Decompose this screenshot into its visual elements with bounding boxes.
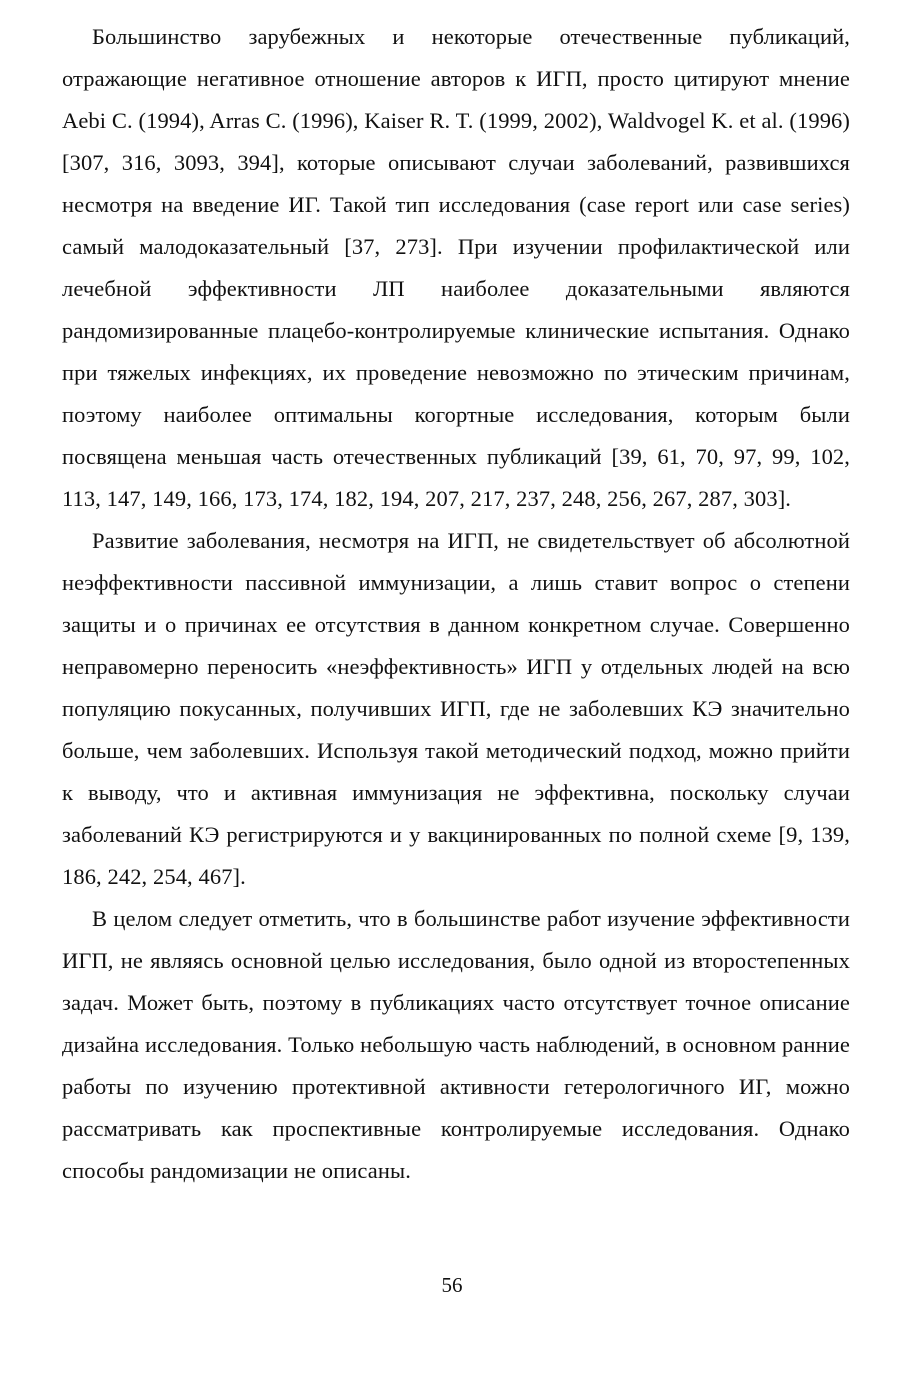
paragraph-2: Развитие заболевания, несмотря на ИГП, не свидетельствует об абсолютной неэффективности пассивной иммунизации, а лишь ставит вопрос о степени защиты и о причинах ее отсутствия в данном конкретном случае. Совершенно неправомерно переносить «неэффективность» ИГП у отдельных людей на всю популяцию покусанных, получивших ИГП, где не заболевших КЭ значительно больше, чем заболевших. Используя такой методический подход, можно прийти к выводу, что и активная иммунизация не эффективна, поскольку случаи заболеваний КЭ регистрируются и у вакцинированных по полной схеме [9, 139, 186, 242, 254, 467]. (62, 528, 850, 889)
page-number: 56 (441, 1273, 463, 1297)
body-text (62, 16, 850, 1192)
paragraph-3: В целом следует отметить, что в большинстве работ изучение эффективности ИГП, не являясь основной целью исследования, было одной из второстепенных задач. Может быть, поэтому в публикациях часто отсутствует точное описание дизайна исследования. Только небольшую часть наблюдений, в основном ранние работы по изучению протективной активности гетерологичного ИГ, можно рассматривать как проспективные контролируемые исследования. Однако способы рандомизации не описаны. (62, 906, 850, 1183)
paragraph-1: Большинство зарубежных и некоторые отечественные публикаций, отражающие негативное отношение авторов к ИГП, просто цитируют мнение Aebi C. (1994), Arras C. (1996), Kaiser R. T. (1999, 2002), Waldvogel K. et al. (1996) [307, 316, 3093, 394], которые описывают случаи заболеваний, развившихся несмотря на введение ИГ. Такой тип исследования (case report или case series) самый малодоказательный [37, 273]. При изучении профилактической или лечебной эффективности ЛП наиболее доказательными являются рандомизированные плацебо-контролируемые клинические испытания. Однако при тяжелых инфекциях, их проведение невозможно по этическим причинам, поэтому наиболее оптимальны когортные исследования, которым были посвящена меньшая часть отечественных публикаций [39, 61, 70, 97, 99, 102, 113, 147, 149, 166, 173, 174, 182, 194, 207, 217, 237, 248, 256, 267, 287, 303]. (62, 24, 850, 511)
